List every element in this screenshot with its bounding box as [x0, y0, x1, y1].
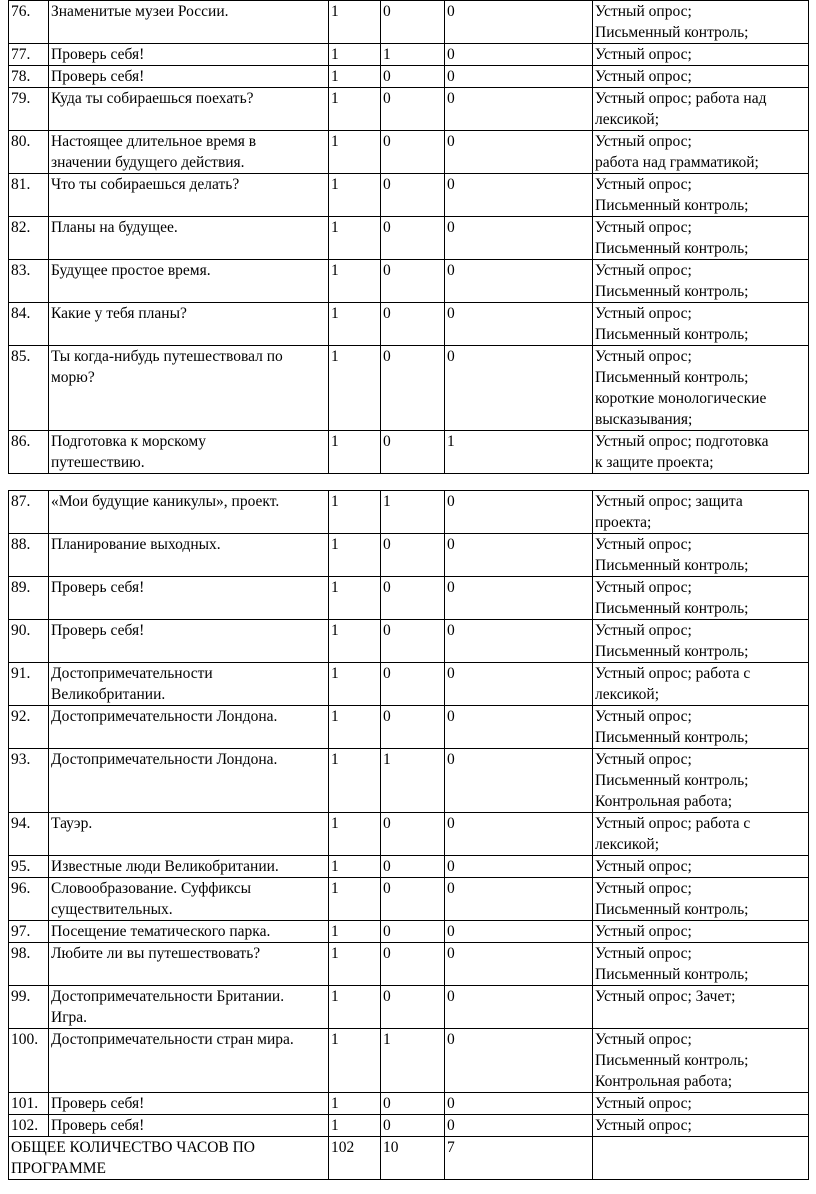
hours-control: 0 [381, 663, 445, 706]
hours-total: 1 [329, 577, 381, 620]
hours-total: 1 [329, 303, 381, 346]
lesson-number: 81. [9, 174, 49, 217]
hours-control: 0 [381, 577, 445, 620]
control-form: Устный опрос; Письменный контроль; [593, 620, 809, 663]
lesson-topic: Какие у тебя планы? [49, 303, 329, 346]
lesson-number: 79. [9, 88, 49, 131]
hours-control: 0 [381, 260, 445, 303]
table-row [9, 856, 809, 878]
table-row [9, 813, 809, 856]
total-row [9, 1137, 809, 1180]
lesson-number: 82. [9, 217, 49, 260]
total-control-empty [593, 1137, 809, 1180]
lesson-topic: Тауэр. [49, 813, 329, 856]
control-form: Устный опрос; Письменный контроль; Контрольная работа; [593, 1029, 809, 1093]
lesson-topic: Достопримечательности стран мира. [49, 1029, 329, 1093]
hours-total: 1 [329, 749, 381, 813]
hours-total: 1 [329, 431, 381, 474]
hours-project: 0 [445, 66, 593, 88]
hours-project: 0 [445, 260, 593, 303]
lesson-topic: Знаменитые музеи России. [49, 1, 329, 44]
hours-control: 0 [381, 813, 445, 856]
table-row [9, 1093, 809, 1115]
table-row [9, 131, 809, 174]
hours-project: 0 [445, 1093, 593, 1115]
hours-project: 0 [445, 1, 593, 44]
lesson-topic: Проверь себя! [49, 66, 329, 88]
lesson-topic: Будущее простое время. [49, 260, 329, 303]
hours-total: 1 [329, 943, 381, 986]
lesson-number: 77. [9, 44, 49, 66]
hours-project: 0 [445, 491, 593, 534]
hours-project: 0 [445, 943, 593, 986]
table-row [9, 1, 809, 44]
lesson-number: 86. [9, 431, 49, 474]
lesson-topic: Планирование выходных. [49, 534, 329, 577]
control-form: Устный опрос; Письменный контроль; [593, 534, 809, 577]
hours-project: 0 [445, 749, 593, 813]
lesson-topic: Известные люди Великобритании. [49, 856, 329, 878]
lesson-topic: Что ты собираешься делать? [49, 174, 329, 217]
table-row [9, 986, 809, 1029]
hours-total: 1 [329, 986, 381, 1029]
lesson-number: 85. [9, 346, 49, 431]
lesson-topic: Словообразование. Суффиксы существительных. [49, 878, 329, 921]
hours-control: 0 [381, 706, 445, 749]
table-row [9, 174, 809, 217]
table-row [9, 260, 809, 303]
hours-project: 0 [445, 577, 593, 620]
table-row [9, 66, 809, 88]
hours-total: 1 [329, 1, 381, 44]
lesson-number: 97. [9, 921, 49, 943]
table-row [9, 749, 809, 813]
hours-project: 0 [445, 534, 593, 577]
hours-control: 0 [381, 943, 445, 986]
table-row [9, 217, 809, 260]
hours-total: 1 [329, 346, 381, 431]
total-hours-c: 7 [445, 1137, 593, 1180]
lesson-table-part-2 [8, 490, 809, 1180]
hours-project: 0 [445, 878, 593, 921]
hours-project: 0 [445, 174, 593, 217]
table-row [9, 88, 809, 131]
lesson-number: 83. [9, 260, 49, 303]
table-row [9, 346, 809, 431]
hours-project: 0 [445, 131, 593, 174]
hours-total: 1 [329, 66, 381, 88]
hours-project: 0 [445, 706, 593, 749]
hours-control: 1 [381, 44, 445, 66]
control-form: Устный опрос; защита проекта; [593, 491, 809, 534]
hours-project: 0 [445, 986, 593, 1029]
control-form: Устный опрос; [593, 921, 809, 943]
lesson-topic: Достопримечательности Лондона. [49, 706, 329, 749]
hours-total: 1 [329, 217, 381, 260]
table-row [9, 1029, 809, 1093]
control-form: Устный опрос; Письменный контроль; [593, 1, 809, 44]
hours-total: 1 [329, 663, 381, 706]
control-form: Устный опрос; Письменный контроль; [593, 260, 809, 303]
lesson-number: 92. [9, 706, 49, 749]
lesson-number: 95. [9, 856, 49, 878]
lesson-number: 91. [9, 663, 49, 706]
control-form: Устный опрос; Письменный контроль; [593, 878, 809, 921]
hours-total: 1 [329, 88, 381, 131]
control-form: Устный опрос; подготовка к защите проекта; [593, 431, 809, 474]
hours-control: 0 [381, 174, 445, 217]
lesson-number: 90. [9, 620, 49, 663]
hours-control: 0 [381, 131, 445, 174]
control-form: Устный опрос; Письменный контроль; короткие монологические высказывания; [593, 346, 809, 431]
table-row [9, 1115, 809, 1137]
hours-total: 1 [329, 921, 381, 943]
table-row [9, 706, 809, 749]
control-form: Устный опрос; Зачет; [593, 986, 809, 1029]
control-form: Устный опрос; работа с лексикой; [593, 813, 809, 856]
table-row [9, 303, 809, 346]
hours-total: 1 [329, 813, 381, 856]
lesson-number: 100. [9, 1029, 49, 1093]
control-form: Устный опрос; Письменный контроль; [593, 706, 809, 749]
hours-control: 0 [381, 217, 445, 260]
control-form: Устный опрос; [593, 1115, 809, 1137]
hours-project: 0 [445, 303, 593, 346]
control-form: Устный опрос; Письменный контроль; [593, 943, 809, 986]
lesson-topic: Проверь себя! [49, 577, 329, 620]
hours-control: 0 [381, 986, 445, 1029]
hours-total: 1 [329, 706, 381, 749]
hours-control: 0 [381, 1115, 445, 1137]
table-row [9, 620, 809, 663]
control-form: Устный опрос; Письменный контроль; [593, 303, 809, 346]
hours-control: 0 [381, 620, 445, 663]
lesson-number: 76. [9, 1, 49, 44]
lesson-number: 84. [9, 303, 49, 346]
hours-control: 0 [381, 303, 445, 346]
lesson-topic: Достопримечательности Лондона. [49, 749, 329, 813]
lesson-topic: Проверь себя! [49, 620, 329, 663]
lesson-topic: Посещение тематического парка. [49, 921, 329, 943]
table-row [9, 943, 809, 986]
hours-project: 0 [445, 921, 593, 943]
lesson-topic: Проверь себя! [49, 44, 329, 66]
hours-project: 0 [445, 856, 593, 878]
hours-project: 0 [445, 44, 593, 66]
table-row [9, 431, 809, 474]
lesson-topic: Достопримечательности Великобритании. [49, 663, 329, 706]
lesson-topic: «Мои будущие каникулы», проект. [49, 491, 329, 534]
table-row [9, 921, 809, 943]
hours-project: 0 [445, 346, 593, 431]
hours-total: 1 [329, 878, 381, 921]
lesson-number: 93. [9, 749, 49, 813]
control-form: Устный опрос; Письменный контроль; [593, 217, 809, 260]
hours-control: 0 [381, 1093, 445, 1115]
lesson-topic: Планы на будущее. [49, 217, 329, 260]
hours-control: 1 [381, 1029, 445, 1093]
hours-total: 1 [329, 260, 381, 303]
table-row [9, 44, 809, 66]
hours-project: 0 [445, 1115, 593, 1137]
control-form: Устный опрос; [593, 1093, 809, 1115]
total-hours-a: 102 [329, 1137, 381, 1180]
hours-total: 1 [329, 44, 381, 66]
control-form: Устный опрос; работа с лексикой; [593, 663, 809, 706]
hours-control: 0 [381, 431, 445, 474]
lesson-number: 94. [9, 813, 49, 856]
lesson-number: 96. [9, 878, 49, 921]
hours-project: 0 [445, 620, 593, 663]
lesson-number: 89. [9, 577, 49, 620]
table-row [9, 577, 809, 620]
table-row [9, 878, 809, 921]
lesson-number: 88. [9, 534, 49, 577]
lesson-number: 87. [9, 491, 49, 534]
total-label: ОБЩЕЕ КОЛИЧЕСТВО ЧАСОВ ПО ПРОГРАММЕ [9, 1137, 329, 1180]
hours-total: 1 [329, 1115, 381, 1137]
lesson-topic: Настоящее длительное время в значении будущего действия. [49, 131, 329, 174]
lesson-topic: Любите ли вы путешествовать? [49, 943, 329, 986]
total-hours-b: 10 [381, 1137, 445, 1180]
table-row [9, 663, 809, 706]
hours-project: 0 [445, 813, 593, 856]
lesson-topic: Проверь себя! [49, 1093, 329, 1115]
control-form: Устный опрос; [593, 44, 809, 66]
control-form: Устный опрос; Письменный контроль; [593, 174, 809, 217]
control-form: Устный опрос; [593, 856, 809, 878]
hours-control: 1 [381, 491, 445, 534]
lesson-topic: Куда ты собираешься поехать? [49, 88, 329, 131]
hours-total: 1 [329, 856, 381, 878]
hours-control: 0 [381, 878, 445, 921]
control-form: Устный опрос; [593, 66, 809, 88]
hours-total: 1 [329, 534, 381, 577]
lesson-number: 101. [9, 1093, 49, 1115]
hours-control: 1 [381, 749, 445, 813]
lesson-topic: Ты когда-нибудь путешествовал по морю? [49, 346, 329, 431]
hours-control: 0 [381, 66, 445, 88]
hours-total: 1 [329, 620, 381, 663]
lesson-number: 102. [9, 1115, 49, 1137]
table-row [9, 491, 809, 534]
lesson-number: 80. [9, 131, 49, 174]
control-form: Устный опрос; Письменный контроль; [593, 577, 809, 620]
hours-control: 0 [381, 856, 445, 878]
table-row [9, 534, 809, 577]
hours-control: 0 [381, 88, 445, 131]
hours-total: 1 [329, 131, 381, 174]
hours-total: 1 [329, 491, 381, 534]
hours-total: 1 [329, 1029, 381, 1093]
lesson-number: 78. [9, 66, 49, 88]
hours-project: 1 [445, 431, 593, 474]
lesson-topic: Достопримечательности Британии. Игра. [49, 986, 329, 1029]
control-form: Устный опрос; работа над грамматикой; [593, 131, 809, 174]
hours-control: 0 [381, 1, 445, 44]
hours-project: 0 [445, 88, 593, 131]
hours-project: 0 [445, 217, 593, 260]
control-form: Устный опрос; Письменный контроль; Контрольная работа; [593, 749, 809, 813]
lesson-number: 98. [9, 943, 49, 986]
lesson-topic: Проверь себя! [49, 1115, 329, 1137]
hours-control: 0 [381, 921, 445, 943]
lesson-table-part-1 [8, 0, 809, 474]
hours-total: 1 [329, 174, 381, 217]
control-form: Устный опрос; работа над лексикой; [593, 88, 809, 131]
lesson-number: 99. [9, 986, 49, 1029]
hours-total: 1 [329, 1093, 381, 1115]
hours-project: 0 [445, 663, 593, 706]
lesson-topic: Подготовка к морскому путешествию. [49, 431, 329, 474]
hours-control: 0 [381, 534, 445, 577]
hours-project: 0 [445, 1029, 593, 1093]
hours-control: 0 [381, 346, 445, 431]
